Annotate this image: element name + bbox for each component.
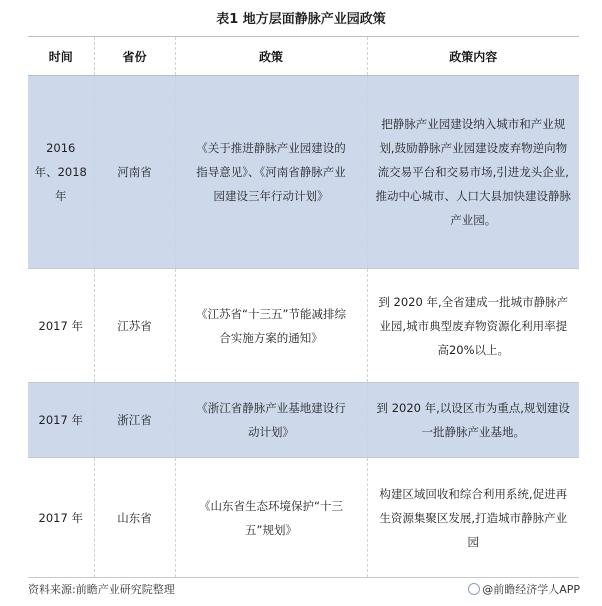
- cell-content: 到 2020 年,以设区市为重点,规划建设一批静脉产业基地。: [367, 383, 579, 458]
- cell-time: 2017 年: [28, 458, 94, 578]
- cell-policy: 《江苏省“十三五”节能减排综合实施方案的通知》: [175, 269, 367, 383]
- cell-policy: 《山东省生态环境保护“十三五”规划》: [175, 458, 367, 578]
- qianzhan-logo-icon: [468, 583, 480, 595]
- cell-province: 山东省: [94, 458, 175, 578]
- header-province: 省份: [94, 37, 175, 76]
- header-policy: 政策: [175, 37, 367, 76]
- cell-time: 2017 年: [28, 383, 94, 458]
- cell-policy: 《关于推进静脉产业园建设的指导意见》、《河南省静脉产业园建设三年行动计划》: [175, 76, 367, 269]
- table-header: [28, 37, 579, 76]
- cell-province: 江苏省: [94, 269, 175, 383]
- cell-content: 构建区域回收和综合利用系统,促进再生资源集聚区发展,打造城市静脉产业园: [367, 458, 579, 578]
- cell-province: 河南省: [94, 76, 175, 269]
- header-content: 政策内容: [367, 37, 579, 76]
- source-note: 资料来源:前瞻产业研究院整理: [28, 583, 175, 596]
- table-title: 表1 地方层面静脉产业园政策: [216, 12, 386, 27]
- header-time: 时间: [28, 37, 94, 76]
- table-row: [28, 383, 579, 458]
- cell-time: 2016 年、2018 年: [28, 76, 94, 269]
- table-row: [28, 76, 579, 269]
- table-row: [28, 458, 579, 578]
- brand-credit: [468, 581, 580, 597]
- cell-content: 到 2020 年,全省建成一批城市静脉产业园,城市典型废弃物资源化利用率提高20%以上。: [367, 269, 579, 383]
- cell-policy: 《浙江省静脉产业基地建设行动计划》: [175, 383, 367, 458]
- cell-time: 2017 年: [28, 269, 94, 383]
- policy-table: [28, 36, 579, 578]
- brand-text: @前瞻经济学人APP: [482, 583, 580, 596]
- table-row: [28, 269, 579, 383]
- cell-province: 浙江省: [94, 383, 175, 458]
- cell-content: 把静脉产业园建设纳入城市和产业规划,鼓励静脉产业园建设废弃物逆向物流交易平台和交易市场,引进龙头企业,推动中心城市、人口大县加快建设静脉产业园。: [367, 76, 579, 269]
